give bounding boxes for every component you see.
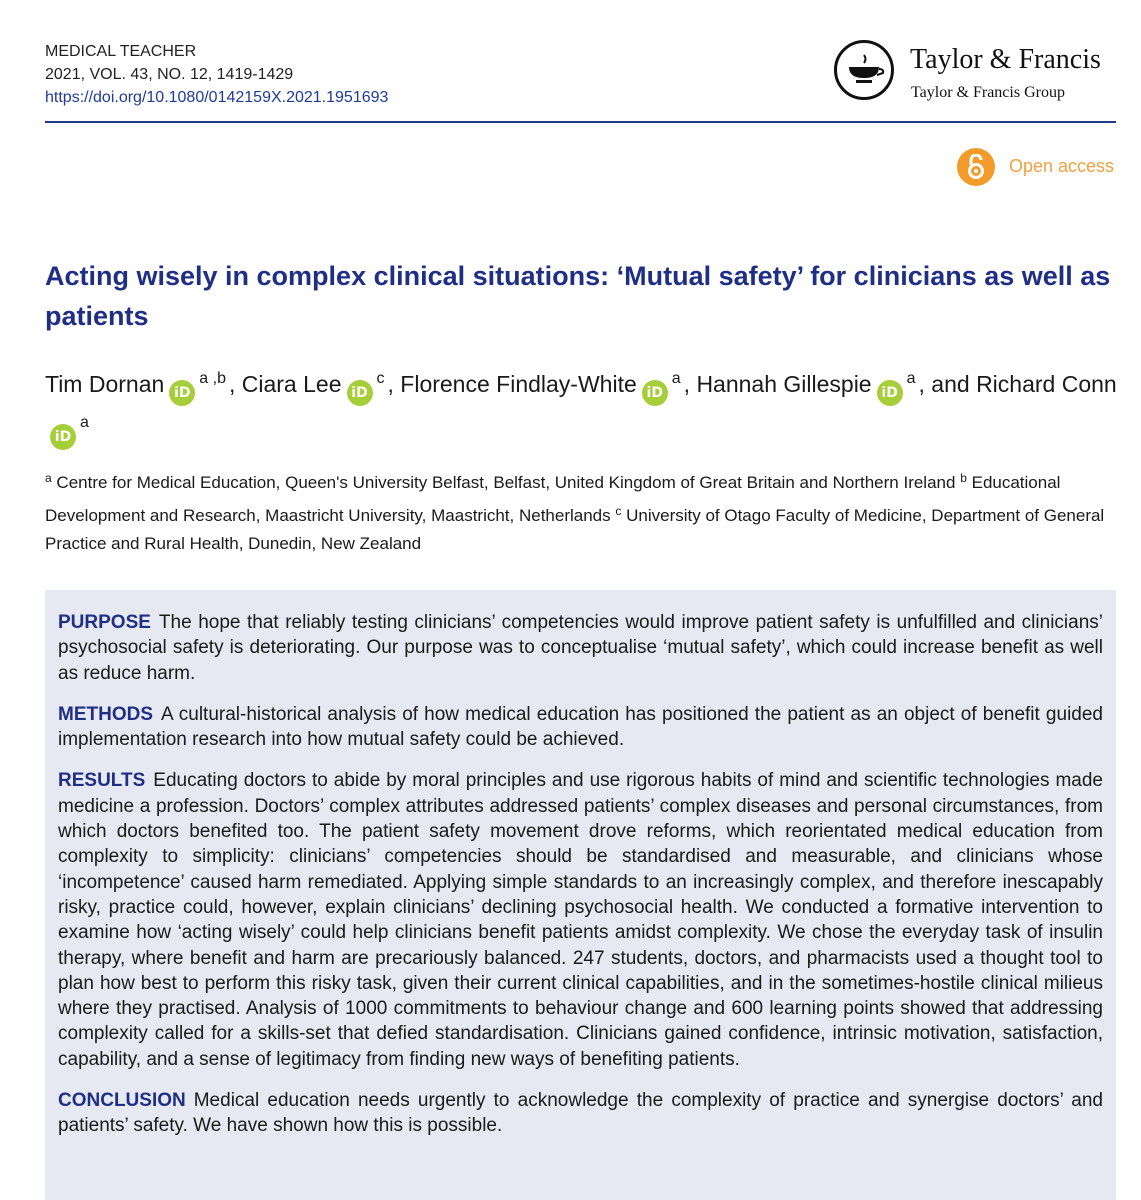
abstract-methods [58,702,1103,753]
publisher-name: Taylor & Francis [910,44,1101,75]
journal-info [45,40,388,109]
abstract-results [58,768,1103,1072]
section-text: A cultural-historical analysis of how medical education has positioned the patient as an object of benefit guided implementation research into how mutual safety could be achieved. [58,703,1103,751]
author-affiliation-mark: a ,b [199,370,226,387]
author-name[interactable]: Hannah Gillespie [696,371,872,397]
author-separator: , [387,371,394,397]
author-affiliation-mark: a [80,414,89,431]
section-label: CONCLUSION [58,1090,186,1112]
article-title: Acting wisely in complex clinical situations: ‘Mutual safety’ for clinicians as well as patients [45,261,1111,331]
affiliation-text: University of Otago Faculty of Medicine, Department of General Practice and Rural Health, Dunedin, New Zealand [45,506,1105,553]
author-affiliation-mark: a [906,370,916,387]
affiliation-text: Educational Development and Research, Maastricht University, Maastricht, Netherlands [45,473,1061,525]
abstract-conclusion [58,1088,1103,1139]
orcid-icon[interactable]: iD [877,380,903,406]
author-separator: , [683,371,691,397]
author-affiliation-mark: a [671,370,681,387]
affiliation-text: Centre for Medical Education, Queen's University Belfast, Belfast, United Kingdom of Great Britain and Northern Ireland [56,473,956,492]
publisher-logo [834,38,1119,110]
abstract-box [45,590,1116,1200]
affiliation-mark: a [45,471,52,485]
section-label: RESULTS [58,770,146,792]
abstract-purpose [58,610,1103,686]
orcid-icon[interactable]: iD [347,380,373,406]
author-name[interactable]: Tim Dornan [45,371,165,397]
open-access-lock-icon [957,148,995,186]
author-name[interactable]: Richard Conn [976,371,1117,397]
author-separator: , and [918,371,970,397]
open-access-label: Open access [1009,156,1115,176]
author-separator: , [228,371,236,397]
orcid-icon[interactable]: iD [50,424,76,450]
section-text: Educating doctors to abide by moral principles and use rigorous habits of mind and scientific technologies made medicine a profession. Doctors’ complex attributes addressed patients’ complex diseases and personal circumstances, from which doctors benefited too. The patient safety movement drove reforms, which reorientated medical education from complexity to simplicity: clinicians’ competencies should be standardised and measurable, and clinicians whose ‘incompetence’ caused harm remediated. Applying simple standards to an increasingly complex, and therefore inescapably risky, practice could, however, explain clinicians’ declining psychosocial health. We conducted a formative intervention to examine how ‘acting wisely’ could help clinicians benefit patients amidst complexity. We chose the everyday task of insulin therapy, where benefit and harm are precariously balanced. 247 students, doctors, and pharmacists used a thought tool to plan how best to perform this risky task, given their current clinical capabilities, and in the sometimes-hostile clinical milieus where they practised. Analysis of 1000 commitments to behaviour change and 600 learning points showed that addressing complexity called for a skills-set that defied standardisation. Clinicians gained confidence, intrinsic motivation, satisfaction, capability, and a sense of legitimacy from finding new ways of benefiting patients. [58,770,1103,1070]
affiliation-mark: b [960,471,967,485]
section-text: The hope that reliably testing clinicians’ competencies would improve patient safety is unfulfilled and clinicians’ psychosocial safety is deteriorating. Our purpose was to conceptualise ‘mutual safety’, which could increase benefit as well as reduce harm. [58,612,1103,684]
orcid-icon[interactable]: iD [169,380,195,406]
affiliations [45,464,1115,558]
author-name[interactable]: Florence Findlay-White [400,371,637,397]
author-list [45,362,1120,450]
section-label: PURPOSE [58,612,151,633]
orcid-icon[interactable]: iD [642,380,668,406]
header-divider [45,121,1116,123]
author-affiliation-mark: c [376,370,385,387]
section-text: Medical education needs urgently to acknowledge the complexity of practice and synergise doctors’ and patients’ safety. We have shown how this is possible. [58,1090,1103,1137]
journal-name: MEDICAL TEACHER [45,43,197,60]
publisher-group: Taylor & Francis Group [911,84,1065,101]
section-label: METHODS [58,703,153,725]
journal-volume: 2021, VOL. 43, NO. 12, 1419-1429 [45,66,294,83]
author-name[interactable]: Ciara Lee [241,371,342,397]
lamp-icon [834,40,894,100]
doi-link[interactable]: https://doi.org/10.1080/0142159X.2021.1951693 [45,89,389,106]
affiliation-mark: c [615,504,622,518]
